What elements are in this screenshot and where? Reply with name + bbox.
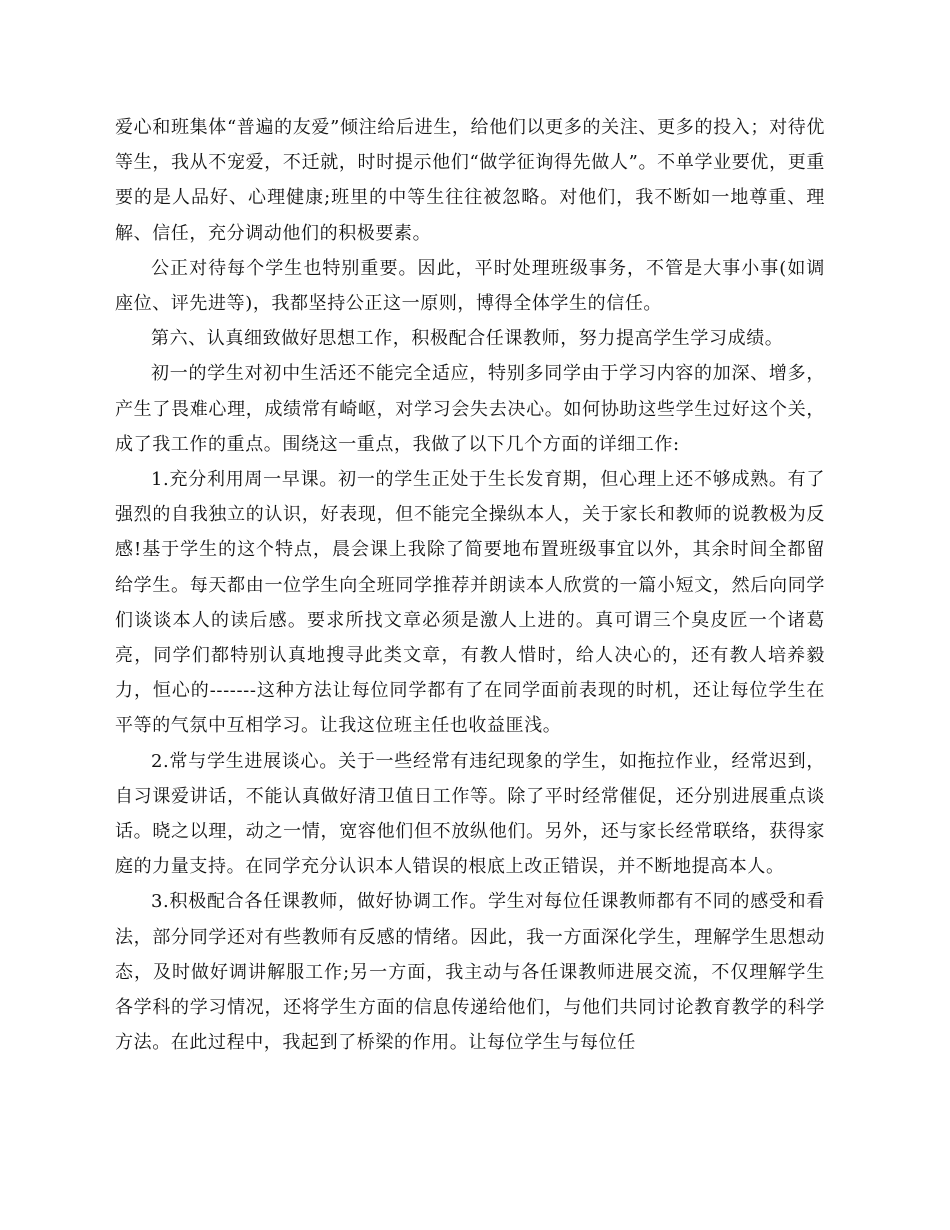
paragraph-6: 2.常与学生进展谈心。关于一些经常有违纪现象的学生，如拖拉作业，经常迟到，自习课爱讲话，不能认真做好清卫值日工作等。除了平时经常催促，还分别进展重点谈话。晓之以理，动之一情，宽容他们但不放纵他们。另外，还与家长经常联络，获得家庭的力量支持。在同学充分认识本人错误的根底上改正错误，并不断地提高本人。 [115, 750, 825, 878]
paragraph-2: 公正对待每个学生也特别重要。因此，平时处理班级事务，不管是大事小事(如调座位、评先进等)，我都坚持公正这一原则，博得全体学生的信任。 [115, 257, 825, 315]
paragraph-3: 第六、认真细致做好思想工作，积极配合任课教师，努力提高学生学习成绩。 [151, 328, 784, 350]
paragraph-7: 3.积极配合各任课教师，做好协调工作。学生对每位任课教师都有不同的感受和看法，部分同学还对有些教师有反感的情绪。因此，我一方面深化学生，理解学生思想动态，及时做好调讲解服工作;另一方面，我主动与各任课教师进展交流，不仅理解学生各学科的学习情况，还将学生方面的信息传递给他们，与他们共同讨论教育教学的科学方法。在此过程中，我起到了桥梁的作用。让每位学生与每位任 [115, 891, 825, 1054]
paragraph-5: 1.充分利用周一早课。初一的学生正处于生长发育期，但心理上还不够成熟。有了强烈的自我独立的认识，好表现，但不能完全操纵本人，关于家长和教师的说教极为反感!基于学生的这个特点，晨会课上我除了简要地布置班级事宜以外，其余时间全都留给学生。每天都由一位学生向全班同学推荐并朗读本人欣赏的一篇小短文，然后向同学们谈谈本人的读后感。要求所找文章必须是激人上进的。真可谓三个臭皮匠一个诸葛亮，同学们都特别认真地搜寻此类文章，有教人惜时，给人决心的，还有教人培养毅力，恒心的-------这种方法让每位同学都有了在同学面前表现的时机，还让每位学生在平等的气氛中互相学习。让我这位班主任也收益匪浅。 [115, 469, 825, 737]
paragraph-1: 爱心和班集体“普遍的友爱”倾注给后进生，给他们以更多的关注、更多的投入；对待优等生，我从不宠爱，不迁就，时时提示他们“做学征询得先做人”。不单学业要优，更重要的是人品好、心理健康;班里的中等生往往被忽略。对他们，我不断如一地尊重、理解、信任，充分调动他们的积极要素。 [115, 117, 825, 244]
document-body [115, 110, 825, 1060]
paragraph-4: 初一的学生对初中生活还不能完全适应，特别多同学由于学习内容的加深、增多，产生了畏难心理，成绩常有崎岖，对学习会失去决心。如何协助这些学生过好这个关，成了我工作的重点。围绕这一重点，我做了以下几个方面的详细工作: [115, 363, 825, 455]
